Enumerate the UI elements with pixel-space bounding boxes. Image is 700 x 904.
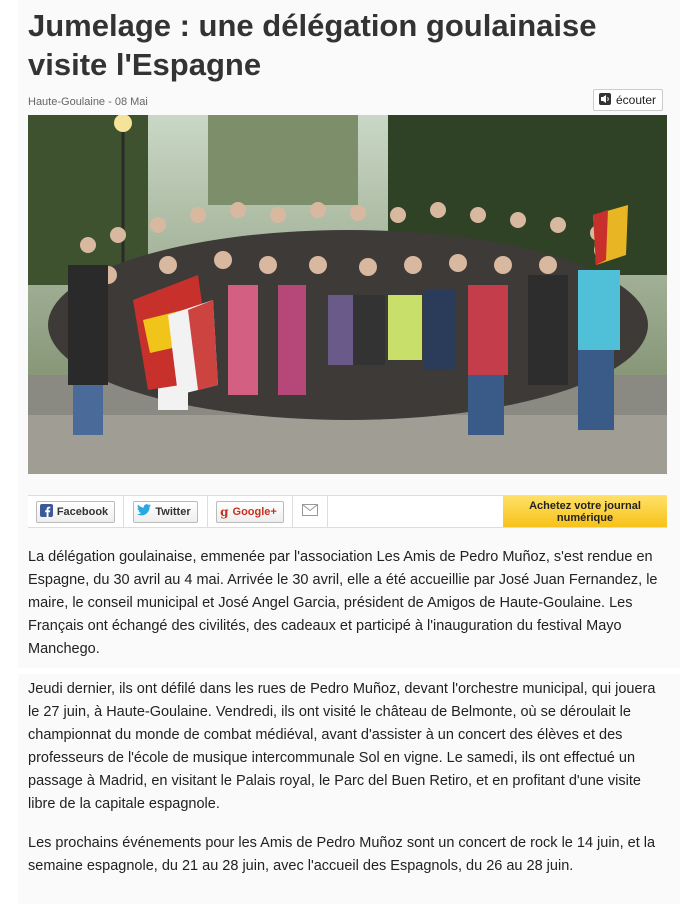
facebook-icon (40, 504, 53, 520)
article-title: Jumelage : une délégation goulainaise visite l'Espagne (28, 8, 597, 82)
article-photo[interactable] (28, 115, 667, 474)
twitter-share-button[interactable] (124, 496, 208, 527)
share-bar (28, 495, 667, 528)
facebook-share-button[interactable] (28, 496, 124, 527)
google-plus-icon: g (220, 504, 229, 519)
listen-label: écouter (616, 93, 657, 107)
speaker-icon (598, 92, 612, 109)
paragraph-separator (18, 668, 680, 674)
article-paragraph-2: Jeudi dernier, ils ont défilé dans les rues de Pedro Muñoz, devant l'orchestre municipal, qui jouera le 27 juin, à Haute-Goulaine. Vendredi, ils ont visité le château de Belmonte, où se déroulait le championnat du monde de combat médiéval, avant d'assister à un concert des élèves et des professeurs de l'école de musique intercommunale Sol en vigne. Le samedi, ils ont effectué un passage à Madrid, en visitant le Palais royal, le Parc del Buen Retiro, et en profitant d'une visite libre de la capitale espagnole. (28, 681, 656, 812)
listen-button[interactable] (593, 89, 663, 111)
twitter-chip[interactable] (133, 501, 197, 523)
facebook-label: Facebook (56, 505, 109, 518)
googleplus-chip[interactable] (216, 501, 284, 523)
facebook-chip[interactable] (36, 501, 115, 523)
article-paragraph-1: La délégation goulainaise, emmenée par l'association Les Amis de Pedro Muñoz, s'est rendue en Espagne, du 30 avril au 4 mai. Arrivée le 30 avril, elle a été accueillie par José Juan Fernandez, le maire, le conseil municipal et José Angel Garcia, président de Amigos de Haute-Goulaine. Les Français ont échangé des civilités, des cadeaux et participé à l'inauguration du festival Mayo Manchego. (28, 549, 658, 657)
article-paragraph-3: Les prochains événements pour les Amis de Pedro Muñoz sont un concert de rock le 14 juin, et la semaine espagnole, du 21 au 28 juin, avec l'accueil des Espagnols, du 26 au 28 juin. (28, 835, 656, 874)
googleplus-share-button[interactable] (208, 496, 293, 527)
envelope-icon (302, 503, 318, 521)
twitter-label: Twitter (155, 505, 191, 518)
email-share-button[interactable] (293, 496, 328, 527)
googleplus-label: Google+ (232, 505, 277, 518)
twitter-bird-icon (137, 504, 151, 519)
location-date: Haute-Goulaine - 08 Mai (28, 96, 148, 108)
buy-digital-newspaper-button[interactable]: Achetez votre journal numérique (503, 496, 667, 527)
